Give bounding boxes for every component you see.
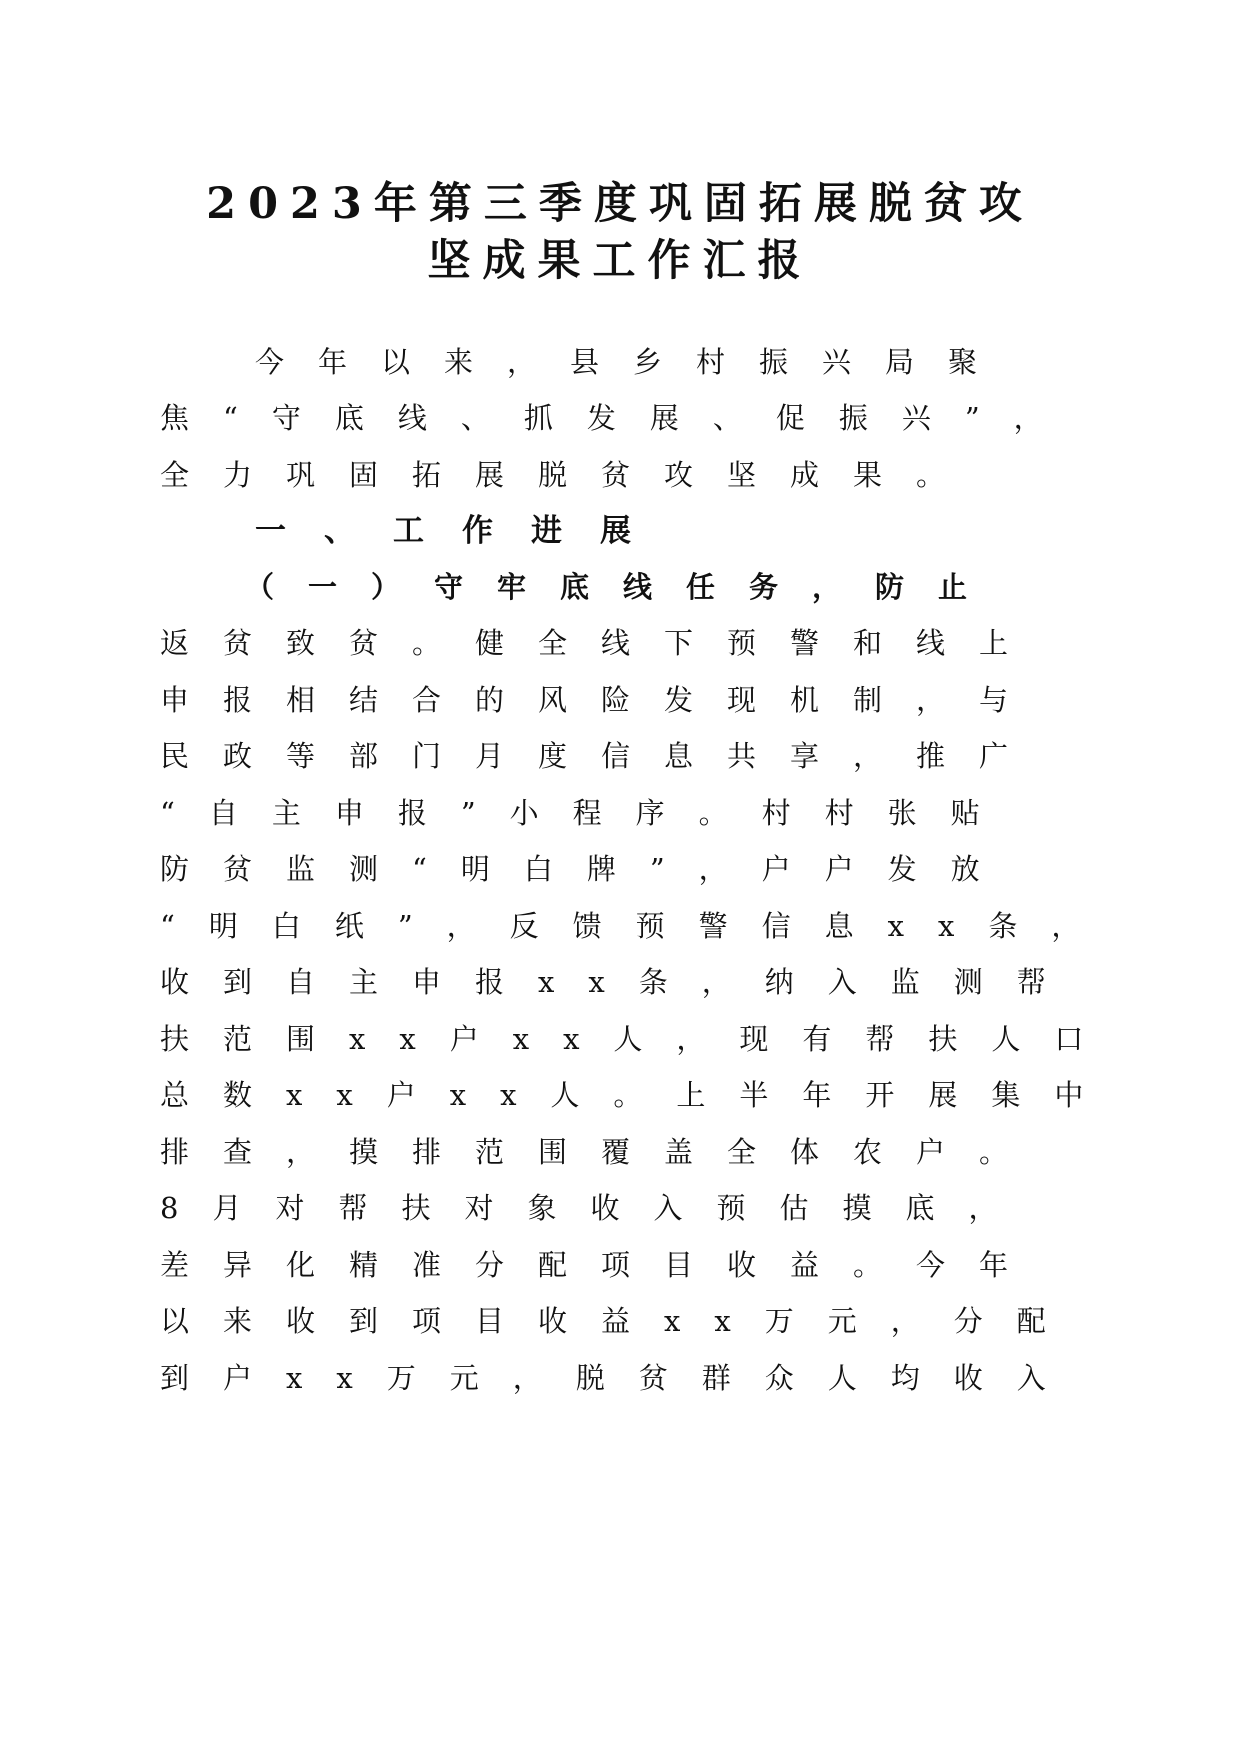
paragraph-line-3: 民政等部门月度信息共享，推广 — [160, 739, 1043, 773]
title-line-2: 坚成果工作汇报 — [427, 236, 813, 286]
paragraph-line-14: 到户xx万元，脱贫群众人均收入 — [160, 1361, 1080, 1395]
paragraph-line-10: 排查，摸排范围覆盖全体农户。 — [160, 1135, 1043, 1169]
intro-line-1: 今年以来，县乡村振兴局聚 — [255, 345, 1012, 379]
intro-line-3: 全力巩固拓展脱贫攻坚成果。 — [160, 458, 980, 492]
paragraph-line-2: 申报相结合的风险发现机制，与 — [160, 683, 1043, 717]
paragraph-line-13: 以来收到项目收益xx万元，分配 — [160, 1304, 1080, 1338]
subsection-heading: （一）守牢底线任务，防止 — [245, 570, 1002, 604]
paragraph-line-4: “自主申报”小程序。村村张贴 — [160, 796, 1014, 830]
paragraph-line-8: 扶范围xx户xx人，现有帮扶人口 — [160, 1022, 1118, 1056]
paragraph-line-9: 总数xx户xx人。上半年开展集中 — [160, 1078, 1118, 1112]
paragraph-line-11: 8月对帮扶对象收入预估摸底， — [160, 1191, 1032, 1225]
paragraph-line-7: 收到自主申报xx条，纳入监测帮 — [160, 965, 1080, 999]
title-line-1: 2023年第三季度巩固拓展脱贫攻 — [206, 179, 1034, 229]
paragraph-line-5: 防贫监测“明白牌”，户户发放 — [160, 852, 1014, 886]
section-heading: 一、工作进展 — [255, 513, 669, 549]
paragraph-line-1: 返贫致贫。健全线下预警和线上 — [160, 626, 1043, 660]
paragraph-line-6: “明白纸”，反馈预警信息xx条， — [160, 909, 1115, 943]
intro-line-2: 焦“守底线、抓发展、促振兴”， — [160, 401, 1077, 435]
paragraph-line-12: 差异化精准分配项目收益。今年 — [160, 1248, 1043, 1282]
